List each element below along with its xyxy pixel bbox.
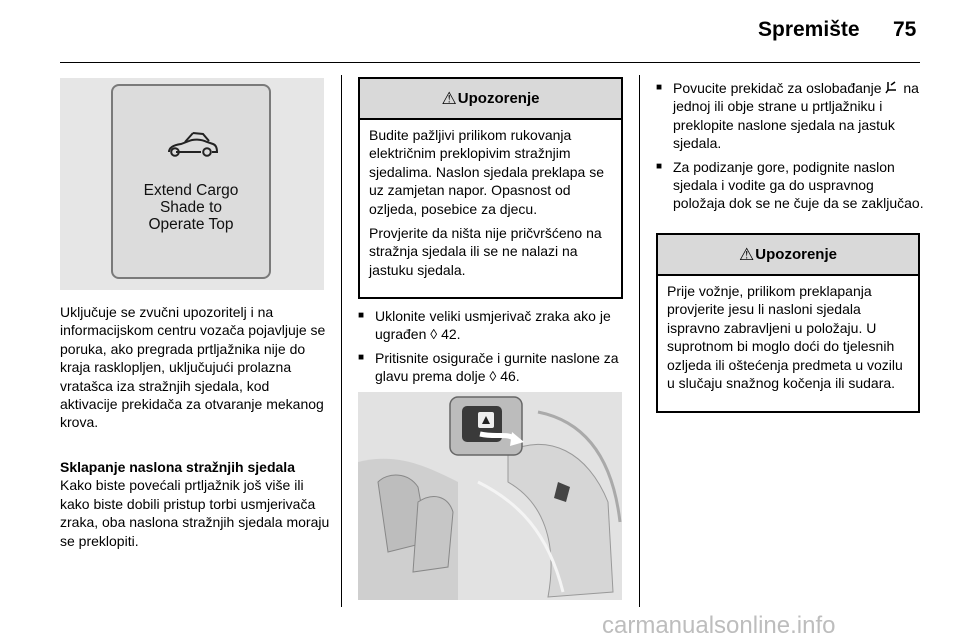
display-message [113, 182, 269, 233]
display-line: Extend Cargo [143, 182, 239, 199]
warning-paragraph: Prije vožnje, prilikom preklapanja provjerite jesu li nasloni sjedala ispravno zabravljeni u položaju. U suprotnom bi moglo doći do tjelesnih ozljeda ili oštećenja predmeta u vozilu u slučaju snažnog kočenja ili sudara. [667, 283, 903, 392]
page-ref-icon: ◊ [430, 326, 438, 343]
warning-box-2 [656, 233, 920, 413]
middle-bullet-list [358, 307, 628, 391]
trunk-illustration [358, 392, 622, 600]
page-ref: 46. [500, 368, 520, 385]
info-display-panel [111, 84, 271, 279]
column-divider-right [639, 75, 640, 607]
intro-paragraph: Uključuje se zvučni upozoritelj i na informacijskom centru vozača pojavljuje se poruka, ako pregrada prtljažnika nije do kraja rasklopljen, uključujući prolazna vratašca iza stražnjih sjedala, kod aktivacije prekidača za otvaranje mekanog krova. [60, 304, 326, 431]
seat-release-icon [885, 81, 899, 94]
bullet-text: Uklonite veliki usmjerivač zraka ako je ugrađen [375, 308, 611, 343]
right-bullet-list [656, 79, 924, 218]
warning-paragraph: Provjerite da ništa nije pričvršćeno na stražnja sjedala ili se ne nalazi na jastuku sjedala. [369, 225, 602, 278]
section-paragraph: Kako biste povećali prtljažnik još više ili kako biste dobili pristup torbi usmjerivača zraka, oba naslona stražnjih sjedala moraju se preklopiti. [60, 477, 330, 549]
watermark: carmanualsonline.info [602, 612, 836, 639]
list-item [358, 307, 628, 344]
seat-folding-illustration [358, 392, 622, 600]
page-ref-icon: ◊ [489, 368, 497, 385]
warning-title: Upozorenje [457, 90, 540, 107]
list-item [358, 349, 628, 386]
section-heading: Sklapanje naslona stražnjih sjedala [60, 459, 295, 475]
warning-header [360, 79, 621, 120]
warning-triangle-icon: ⚠ [441, 88, 457, 108]
bullet-text: Za podizanje gore, podignite naslon sjedala i vodite ga do uspravnog položaja dok se ne čuje da se zaključao. [673, 158, 924, 212]
warning-body [360, 120, 621, 279]
bullet-text: na jednoj ili obje strane u prtljažniku i preklopite naslone sjedala na jastuk sjedala. [673, 80, 919, 152]
page-number: 75 [893, 18, 917, 41]
column-divider-left [341, 75, 342, 607]
bullet-text: Pritisnite osigurače i gurnite naslone za glavu prema dolje [375, 349, 619, 385]
list-item [656, 79, 924, 153]
page-header-title: Spremište [758, 18, 860, 41]
bullet-text: Povucite prekidač za oslobađanje [673, 80, 882, 96]
header-rule [60, 62, 920, 63]
warning-paragraph: Budite pažljivi prilikom rukovanja električnim preklopivim stražnjim sjedalima. Naslon sjedala preklapa se uz zamjetan napor. Opasnost od ozljeda, posebice za djecu. [369, 127, 605, 217]
warning-triangle-icon: ⚠ [739, 244, 755, 264]
list-item [656, 158, 924, 213]
warning-title: Upozorenje [755, 246, 837, 263]
warning-body [658, 276, 918, 392]
folding-section [60, 458, 330, 550]
display-line: Operate Top [148, 216, 234, 233]
convertible-car-icon [163, 130, 221, 160]
warning-header [658, 235, 918, 276]
warning-box-1 [358, 77, 623, 299]
page-ref: 42. [441, 326, 461, 343]
display-line: Shade to [159, 199, 223, 216]
seat-fold-switch-icon [450, 397, 524, 455]
